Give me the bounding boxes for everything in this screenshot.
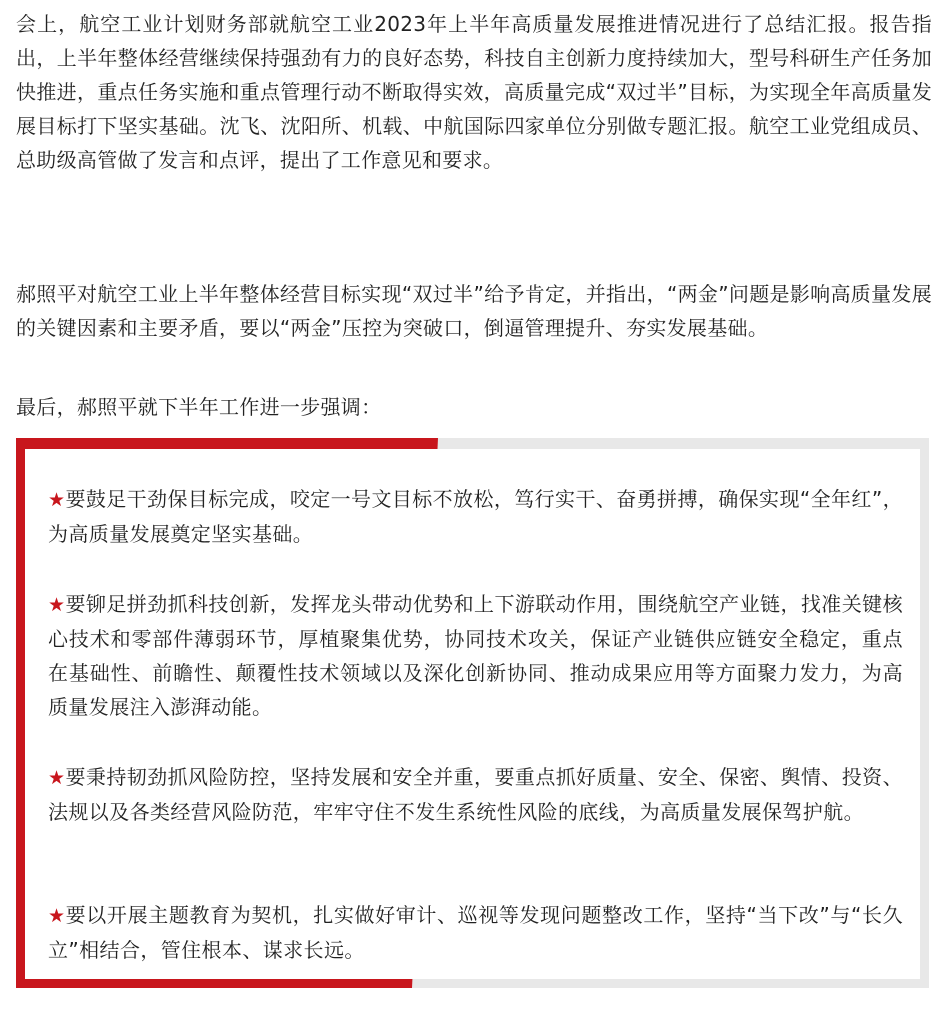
list-item: [48, 587, 903, 724]
list-item-text: 要铆足拼劲抓科技创新，发挥龙头带动优势和上下游联动作用，围绕航空产业链，找准关键核心技术和零部件薄弱环节，厚植聚集优势，协同技术攻关，保证产业链供应链安全稳定，重点在基础性、前瞻性、颠覆性技术领域以及深化创新协同、推动成果应用等方面聚力发力，为高质量发展注入澎湃动能。: [48, 592, 903, 719]
summary-report-paragraph: 会上，航空工业计划财务部就航空工业2023年上半年高质量发展推进情况进行了总结汇报。报告指出，上半年整体经营继续保持强劲有力的良好态势，科技自主创新力度持续加大，型号科研生产任务加快推进，重点任务实施和重点管理行动不断取得实效，高质量完成“双过半”目标，为实现全年高质量发展目标打下坚实基础。沈飞、沈阳所、机载、中航国际四家单位分别做专题汇报。航空工业党组成员、总助级高管做了发言和点评，提出了工作意见和要求。: [16, 12, 932, 172]
star-icon: ★: [48, 767, 66, 789]
list-item-text: 要鼓足干劲保目标完成，咬定一号文目标不放松，笃行实干、奋勇拼搏，确保实现“全年红”，为高质量发展奠定坚实基础。: [48, 487, 903, 546]
list-item-text: 要秉持韧劲抓风险防控，坚持发展和安全并重，要重点抓好质量、安全、保密、舆情、投资、法规以及各类经营风险防范，牢牢守住不发生系统性风险的底线，为高质量发展保驾护航。: [48, 765, 903, 824]
list-item: [48, 482, 903, 551]
highlight-box: [16, 438, 929, 988]
highlight-box-content: [25, 449, 920, 979]
star-icon: ★: [48, 489, 66, 511]
list-item-text: 要以开展主题教育为契机，扎实做好审计、巡视等发现问题整改工作，坚持“当下改”与“长久立”相结合，管住根本、谋求长远。: [48, 903, 903, 962]
affirmation-paragraph: 郝照平对航空工业上半年整体经营目标实现“双过半”给予肯定，并指出，“两金”问题是影响高质量发展的关键因素和主要矛盾，要以“两金”压控为突破口，倒逼管理提升、夯实发展基础。: [16, 282, 932, 340]
emphasis-intro-paragraph: 最后，郝照平就下半年工作进一步强调：: [16, 395, 382, 419]
list-item: [48, 898, 903, 967]
star-icon: ★: [48, 905, 66, 927]
list-item: [48, 760, 903, 829]
star-icon: ★: [48, 594, 66, 616]
